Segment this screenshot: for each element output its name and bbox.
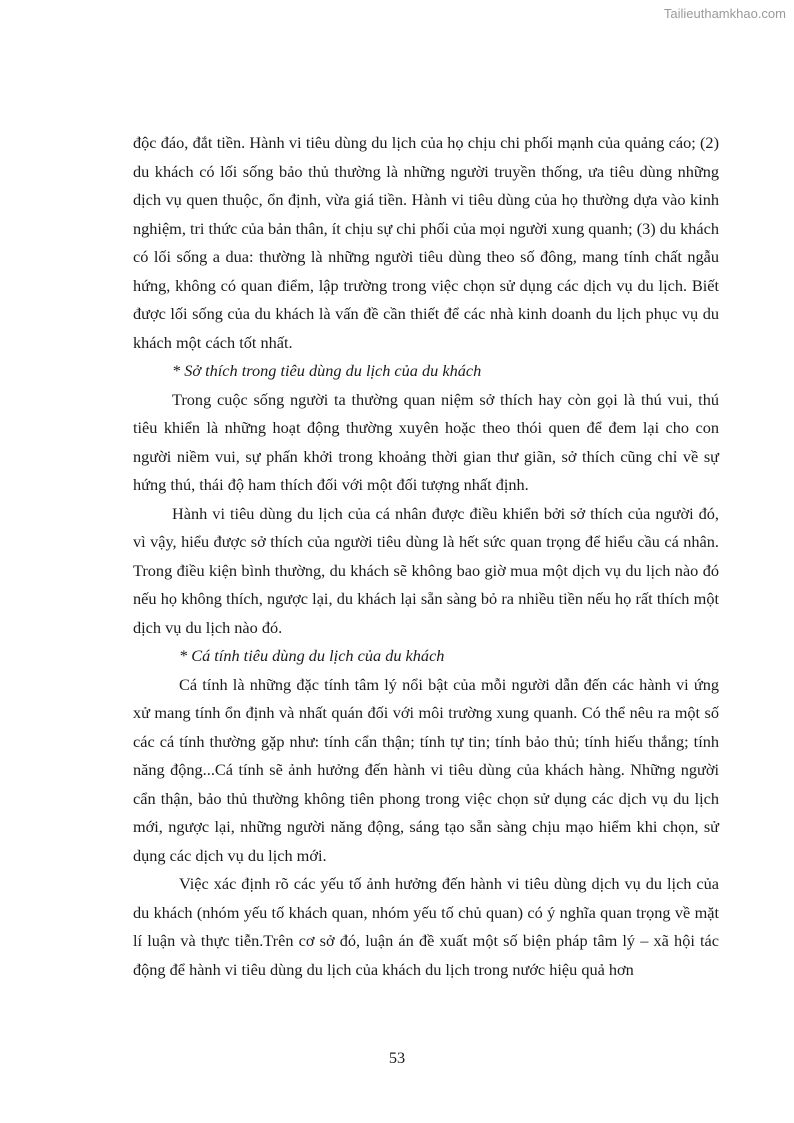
paragraph-preferences-behavior: Hành vi tiêu dùng du lịch của cá nhân được điều khiển bởi sở thích của người đó, vì vậy, hiểu được sở thích của người tiêu dùng là hết sức quan trọng để hiểu cầu cá nhân. Trong điều kiện bình thường, du khách sẽ không bao giờ mua một dịch vụ du lịch nào đó nếu họ không thích, ngược lại, du khách lại sẵn sàng bỏ ra nhiều tiền nếu họ rất thích một dịch vụ du lịch nào đó. [133,503,719,637]
paragraph-personality: Cá tính là những đặc tính tâm lý nổi bật của mỗi người dẫn đến các hành vi ứng xử mang tính ổn định và nhất quán đối với môi trường xung quanh. Có thể nêu ra một số các cá tính thường gặp như: tính cẩn thận; tính tự tin; tính bảo thủ; tính hiếu thắng; tính năng động...Cá tính sẽ ảnh hưởng đến hành vi tiêu dùng của khách hàng. Những người cẩn thận, bảo thủ thường không tiên phong trong việc chọn sử dụng các dịch vụ du lịch mới, ngược lại, những người năng động, sáng tạo sẵn sàng chịu mạo hiểm khi chọn, sử dụng các dịch vụ du lịch mới. [133,674,719,865]
paragraph-conclusion: Việc xác định rõ các yếu tố ảnh hưởng đến hành vi tiêu dùng dịch vụ du lịch của du khách (nhóm yếu tố khách quan, nhóm yếu tố chủ quan) có ý nghĩa quan trọng về mặt lí luận và thực tiễn.Trên cơ sở đó, luận án đề xuất một số biện pháp tâm lý – xã hội tác động để hành vi tiêu dùng du lịch của khách du lịch trong nước hiệu quả hơn [133,874,719,979]
page-number: 53 [388,1048,406,1067]
heading-preferences: * Sở thích trong tiêu dùng du lịch của du khách [172,361,482,380]
paragraph-preferences-definition: Trong cuộc sống người ta thường quan niệm sở thích hay còn gọi là thú vui, thú tiêu khiển là những hoạt động thường xuyên hoặc theo thói quen để đem lại cho con người niềm vui, sự phấn khởi trong khoảng thời gian thư giãn, sở thích cũng chỉ về sự hứng thú, thái độ ham thích đối với một đối tượng nhất định. [133,389,719,494]
heading-personality: * Cá tính tiêu dùng du lịch của du khách [179,646,445,665]
page-body [133,129,719,984]
watermark-text: Tailieuthamkhao.com [663,6,786,21]
paragraph-lifestyle-continued: độc đáo, đắt tiền. Hành vi tiêu dùng du lịch của họ chịu chi phối mạnh của quảng cáo; (2) du khách có lối sống bảo thủ thường là những người truyền thống, ưa tiêu dùng những dịch vụ quen thuộc, ổn định, vừa giá tiền. Hành vi tiêu dùng của họ thường dựa vào kinh nghiệm, tri thức của bản thân, ít chịu sự chi phối của mọi người xung quanh; (3) du khách có lối sống a dua: thường là những người tiêu dùng theo số đông, mang tính chất ngẫu hứng, không có quan điểm, lập trường trong việc chọn sử dụng các dịch vụ du lịch. Biết được lối sống của du khách là vấn đề cần thiết để các nhà kinh doanh du lịch phục vụ du khách một cách tốt nhất. [133,133,719,352]
